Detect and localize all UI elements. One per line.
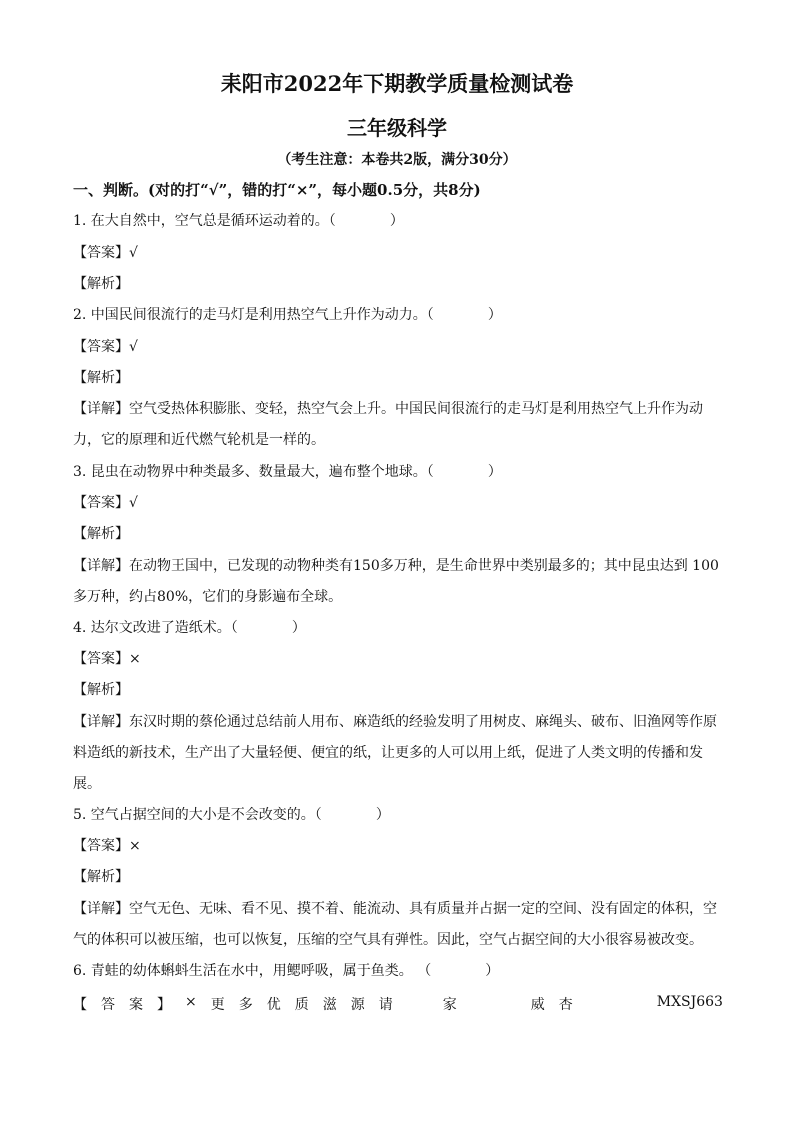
close-paren: ） — [375, 807, 390, 823]
footer-char: 滋 — [322, 997, 337, 1013]
footer-char: 案 — [129, 997, 143, 1013]
answer-label: 【答案】 — [73, 245, 129, 261]
question-text: 4. 达尔文改进了造纸术。（ — [73, 620, 238, 636]
detail-text: 东汉时期的蔡伦通过总结前人用布、麻造纸的经验发明了用树皮、麻绳头、破布、旧渔网等作原 — [129, 714, 717, 730]
detail-text: 空气无色、无味、看不见、摸不着、能流动、具有质量并占据一定的空间、没有固定的体积，空 — [129, 901, 717, 917]
detail-2-line-2: 力，它的原理和近代燃气轮机是一样的。 — [73, 432, 325, 448]
exam-title: 耒阳市2022年下期教学质量检测试卷 — [220, 71, 574, 96]
answer-value: √ — [129, 339, 138, 355]
question-text: 1. 在大自然中，空气总是循环运动着的。（ — [73, 213, 336, 229]
detail-4-line-1 — [73, 714, 717, 730]
detail-label: 【详解】 — [73, 558, 129, 574]
question-text: 2. 中国民间很流行的走马灯是利用热空气上升作为动力。（ — [73, 307, 434, 323]
footer-char: 】 — [157, 997, 171, 1013]
answer-3 — [73, 495, 138, 511]
question-5 — [73, 807, 390, 823]
detail-3-line-2: 多万种，约占80%，它们的身影遍布全球。 — [73, 589, 343, 605]
question-text: 5. 空气占据空间的大小是不会改变的。（ — [73, 807, 322, 823]
detail-4-line-3: 展。 — [73, 776, 101, 792]
question-4 — [73, 620, 306, 636]
question-3 — [73, 464, 502, 480]
analysis-3: 【解析】 — [73, 526, 129, 542]
footer-char: 家 — [442, 997, 457, 1013]
answer-label: 【答案】 — [73, 339, 129, 355]
answer-6-justified-line — [73, 994, 723, 1014]
section-heading: 一、判断。(对的打“√”，错的打“×”，每小题0.5分，共8分) — [73, 181, 481, 199]
footer-char: 答 — [101, 997, 115, 1013]
close-paren: ） — [487, 464, 502, 480]
detail-text: 空气受热体积膨胀、变轻，热空气会上升。中国民间很流行的走马灯是利用热空气上升作为动 — [129, 401, 703, 417]
analysis-5: 【解析】 — [73, 869, 129, 885]
question-text: 3. 昆虫在动物界中种类最多、数量最大，遍布整个地球。（ — [73, 464, 434, 480]
detail-5-line-1 — [73, 901, 717, 917]
footer-char: 源 — [350, 997, 365, 1013]
answer-4 — [73, 651, 141, 667]
detail-label: 【详解】 — [73, 401, 129, 417]
answer-value: √ — [129, 245, 138, 261]
footer-code: MXSJ663 — [656, 994, 723, 1010]
answer-value: × — [129, 838, 141, 854]
answer-label: 【答案】 — [73, 495, 129, 511]
detail-4-line-2: 料造纸的新技术，生产出了大量轻便、便宜的纸，让更多的人可以用上纸，促进了人类文明的传播和发 — [73, 745, 703, 761]
footer-char: 优 — [266, 997, 281, 1013]
footer-char: 多 — [238, 997, 253, 1013]
detail-3-line-1 — [73, 558, 719, 574]
footer-char: 质 — [294, 997, 309, 1013]
answer-2 — [73, 339, 138, 355]
analysis-1: 【解析】 — [73, 276, 129, 292]
analysis-4: 【解析】 — [73, 682, 129, 698]
exam-subject: 三年级科学 — [347, 116, 447, 140]
analysis-2: 【解析】 — [73, 370, 129, 386]
close-paren: ） — [487, 307, 502, 323]
answer-label: 【答案】 — [73, 651, 129, 667]
footer-char: 请 — [378, 997, 393, 1013]
answer-label: 【答案】 — [73, 838, 129, 854]
answer-5 — [73, 838, 141, 854]
detail-label: 【详解】 — [73, 901, 129, 917]
close-paren: ） — [485, 963, 500, 979]
footer-char: × — [185, 994, 197, 1010]
footer-char: 杏 — [558, 997, 573, 1013]
detail-text: 在动物王国中，已发现的动物种类有150多万种，是生命世界中类别最多的；其中昆虫达到 100 — [129, 558, 719, 574]
close-paren: ） — [291, 620, 306, 636]
question-6 — [73, 963, 499, 979]
answer-value: √ — [129, 495, 138, 511]
footer-char: 【 — [73, 997, 87, 1013]
detail-2-line-1 — [73, 401, 703, 417]
close-paren: ） — [389, 213, 404, 229]
detail-label: 【详解】 — [73, 714, 129, 730]
answer-value: × — [129, 651, 141, 667]
question-1 — [73, 213, 404, 229]
detail-5-line-2: 气的体积可以被压缩，也可以恢复，压缩的空气具有弹性。因此，空气占据空间的大小很容易被改变。 — [73, 932, 703, 948]
question-text: 6. 青蛙的幼体蝌蚪生活在水中，用鳃呼吸，属于鱼类。 （ — [73, 963, 432, 979]
question-2 — [73, 307, 502, 323]
footer-char: 更 — [210, 997, 225, 1013]
answer-1 — [73, 245, 138, 261]
exam-note: （考生注意：本卷共2版，满分30分） — [277, 152, 517, 168]
footer-char: 威 — [530, 997, 545, 1013]
